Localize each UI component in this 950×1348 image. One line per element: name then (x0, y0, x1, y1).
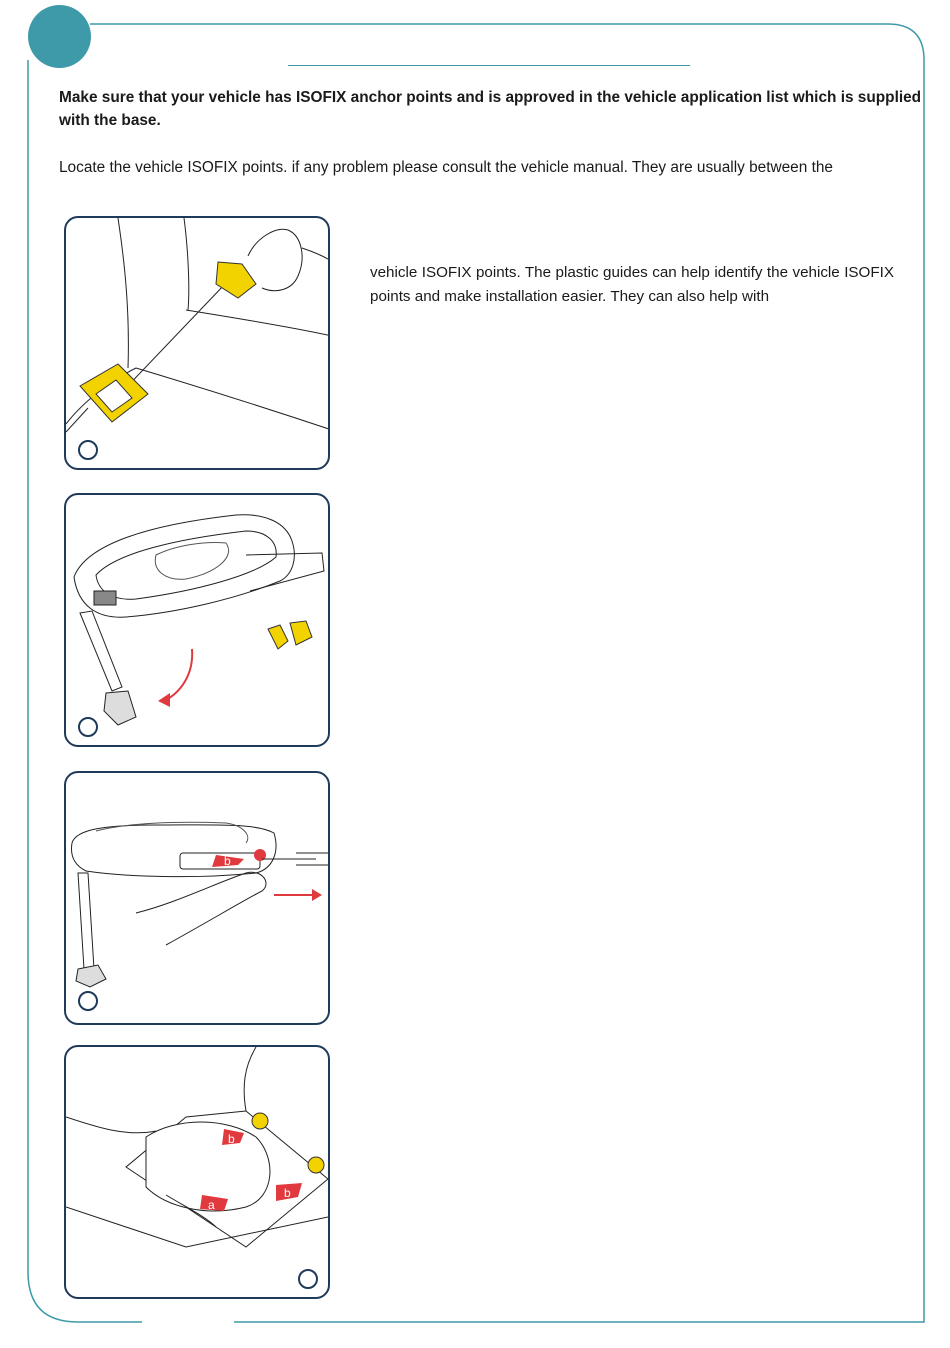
step-4-marker-b-lower: b (284, 1186, 291, 1200)
step-4-marker-b-upper: b (228, 1132, 235, 1146)
intro-text: Make sure that your vehicle has ISOFIX anchor points and is approved in the vehicle application list which is supplied with the base. (59, 89, 922, 129)
step-3-marker-b: b (224, 854, 231, 868)
step-1-number-circle (78, 440, 98, 460)
step-4-illustration (64, 1045, 330, 1299)
step-2-illustration (64, 493, 330, 747)
step-1-illustration (64, 216, 330, 470)
step-4-number-circle (298, 1269, 318, 1289)
step-3-illustration (64, 771, 330, 1025)
locate-text: Locate the vehicle ISOFIX points. if any problem please consult the vehicle manual. They are usually between the (59, 159, 833, 176)
header-rule (288, 65, 690, 66)
guides-text: vehicle ISOFIX points. The plastic guides can help identify the vehicle ISOFIX points and make installation easier. They can also help with (370, 264, 894, 305)
step-3-number-circle (78, 991, 98, 1011)
step-2-number-circle (78, 717, 98, 737)
step-4-marker-a: a (208, 1198, 215, 1212)
corner-accent-dot (28, 5, 91, 68)
